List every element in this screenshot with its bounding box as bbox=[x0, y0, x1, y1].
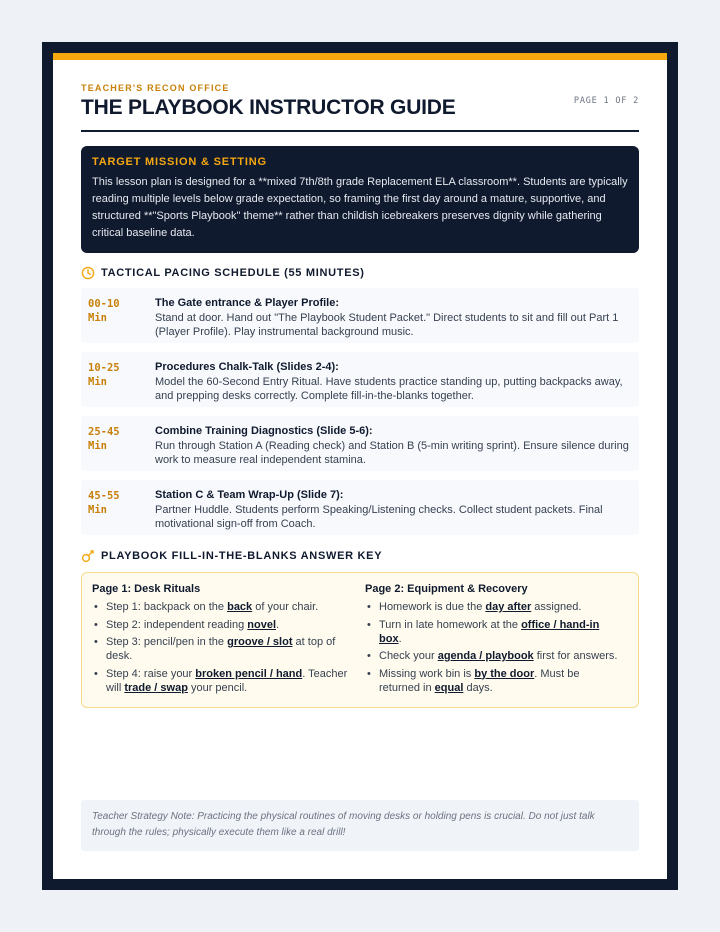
schedule-title: Combine Training Diagnostics (Slide 5-6): bbox=[155, 425, 373, 437]
list-item: • Step 1: backpack on the back of your chair. bbox=[92, 600, 348, 614]
title-divider bbox=[81, 130, 639, 132]
document-page bbox=[53, 53, 667, 879]
schedule-row bbox=[81, 352, 639, 407]
strategy-note: Teacher Strategy Note: Practicing the physical routines of moving desks or holding pens is crucial. Do not just talk through the rules; physically execute them like a real drill! bbox=[81, 800, 639, 851]
mission-box bbox=[81, 146, 639, 253]
list-item: • Step 2: independent reading novel. bbox=[92, 618, 348, 632]
schedule-title: Procedures Chalk-Talk (Slides 2-4): bbox=[155, 361, 339, 373]
schedule-time: 00-10 Min bbox=[88, 298, 120, 324]
answer-key-heading bbox=[81, 549, 382, 563]
schedule-time: 10-25 Min bbox=[88, 362, 120, 388]
list-item: • Check your agenda / playbook first for answers. bbox=[365, 649, 621, 663]
column-title: Page 2: Equipment & Recovery bbox=[365, 583, 528, 595]
column-title: Page 1: Desk Rituals bbox=[92, 583, 201, 595]
list-item: • Step 3: pencil/pen in the groove / slot at top of desk. bbox=[92, 635, 348, 663]
clock-icon bbox=[81, 266, 95, 280]
schedule-body: Stand at door. Hand out "The Playbook Student Packet." Direct students to sit and fill out Part 1 (Player Profile). Play instrumental background music. bbox=[155, 312, 619, 338]
schedule-body: Partner Huddle. Students perform Speaking/Listening checks. Collect student packets. Final motivational sign-off from Coach. bbox=[155, 504, 603, 530]
schedule-time: 25-45 Min bbox=[88, 426, 120, 452]
list-item: • Homework is due the day after assigned. bbox=[365, 600, 621, 614]
answer-key-heading-text: PLAYBOOK FILL-IN-THE-BLANKS ANSWER KEY bbox=[101, 550, 383, 562]
schedule-body: Run through Station A (Reading check) and Station B (5-min writing sprint). Ensure silence during work to measure real independent stamina. bbox=[155, 440, 629, 466]
page-number: PAGE 1 OF 2 bbox=[573, 96, 639, 106]
schedule-row bbox=[81, 480, 639, 535]
mission-title: TARGET MISSION & SETTING bbox=[92, 156, 267, 168]
schedule-row bbox=[81, 288, 639, 343]
answer-key-column-page1 bbox=[92, 583, 348, 698]
answer-key-box bbox=[81, 572, 639, 708]
schedule-heading bbox=[81, 266, 365, 280]
eyebrow-label: TEACHER'S RECON OFFICE bbox=[81, 83, 230, 93]
accent-bar bbox=[53, 53, 667, 60]
page-title: THE PLAYBOOK INSTRUCTOR GUIDE bbox=[81, 96, 456, 119]
schedule-title: The Gate entrance & Player Profile: bbox=[155, 297, 340, 309]
schedule-title: Station C & Team Wrap-Up (Slide 7): bbox=[155, 489, 344, 501]
list-item: • Step 4: raise your broken pencil / hand. Teacher will trade / swap your pencil. bbox=[92, 667, 348, 695]
mission-body: This lesson plan is designed for a **mixed 7th/8th grade Replacement ELA classroom**. Students are typically reading multiple levels below grade expectation, so framing the first day around a mature, supportive, and structured **"Sports Playbook" theme** rather than childish icebreakers preserves dignity while gathering critical baseline data. bbox=[92, 176, 628, 239]
schedule-heading-text: TACTICAL PACING SCHEDULE (55 MINUTES) bbox=[101, 267, 365, 279]
list-item: • Turn in late homework at the office / hand-in box. bbox=[365, 618, 621, 646]
list-item: • Missing work bin is by the door. Must be returned in equal days. bbox=[365, 667, 621, 695]
schedule-time: 45-55 Min bbox=[88, 490, 120, 516]
answer-key-column-page2 bbox=[365, 583, 621, 698]
schedule-body: Model the 60-Second Entry Ritual. Have students practice standing up, putting backpacks away, and prepping desks correctly. Complete fill-in-the-blanks together. bbox=[155, 376, 623, 402]
schedule-row bbox=[81, 416, 639, 471]
key-icon bbox=[81, 549, 95, 563]
